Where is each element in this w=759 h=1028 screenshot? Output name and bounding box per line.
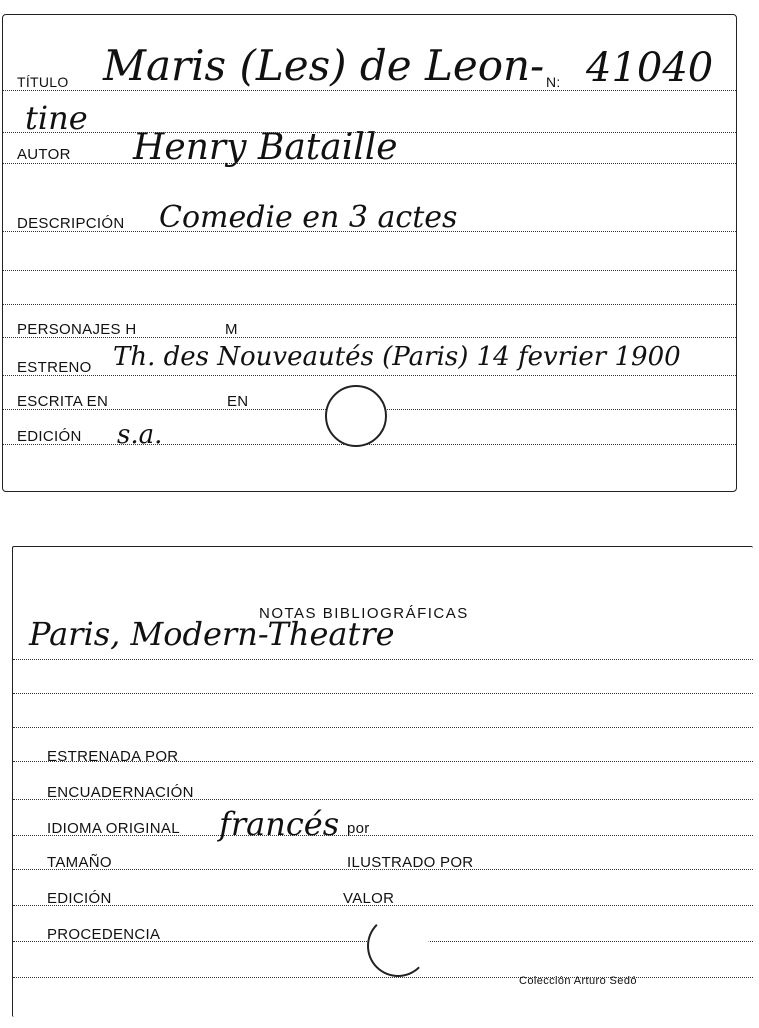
label-ilustrado: ILUSTRADO POR	[347, 854, 474, 871]
rule-line	[3, 375, 736, 376]
label-escrita-en: ESCRITA EN	[17, 393, 109, 410]
label-procedencia: PROCEDENCIA	[47, 926, 161, 943]
label-numero: N:	[546, 74, 561, 90]
punch-hole	[367, 915, 429, 977]
value-descripcion: Comedie en 3 actes	[159, 200, 458, 235]
label-m: M	[225, 321, 238, 338]
label-estreno: ESTRENO	[17, 359, 92, 376]
value-notas: Paris, Modern-Theatre	[29, 615, 395, 653]
label-edicion-back: EDICIÓN	[47, 890, 112, 907]
label-encuadernacion: ENCUADERNACIÓN	[47, 784, 194, 801]
label-idioma-por: por	[347, 820, 370, 837]
label-personajes: PERSONAJES H	[17, 321, 137, 338]
label-edicion: EDICIÓN	[17, 428, 82, 445]
rule-line	[13, 977, 753, 978]
rule-line	[3, 270, 736, 271]
value-titulo: Maris (Les) de Leon-	[103, 41, 545, 90]
value-numero: 41040	[586, 45, 714, 91]
label-idioma: IDIOMA ORIGINAL	[47, 820, 180, 837]
value-edicion: s.a.	[117, 420, 163, 450]
value-autor: Henry Bataille	[133, 127, 398, 168]
value-idioma: francés	[219, 805, 340, 843]
catalog-card-front	[2, 14, 737, 492]
punch-hole	[325, 385, 387, 447]
label-valor: VALOR	[343, 890, 395, 907]
label-autor: AUTOR	[17, 146, 71, 163]
label-en: EN	[227, 393, 249, 410]
rule-line	[3, 444, 736, 445]
catalog-card-back	[12, 546, 753, 1017]
value-estreno: Th. des Nouveautés (Paris) 14 fevrier 1900	[113, 342, 681, 372]
label-titulo: TÍTULO	[17, 74, 69, 90]
value-titulo-cont: tine	[25, 99, 88, 137]
rule-line	[3, 304, 736, 305]
rule-line	[13, 727, 753, 728]
collection-footer: Colección Arturo Sedó	[519, 975, 637, 987]
label-descripcion: DESCRIPCIÓN	[17, 215, 125, 232]
rule-line	[13, 693, 753, 694]
label-estrenada: ESTRENADA POR	[47, 748, 179, 765]
label-tamano: TAMAÑO	[47, 854, 112, 871]
rule-line	[13, 659, 753, 660]
heading-notas: NOTAS BIBLIOGRÁFICAS	[259, 605, 469, 622]
